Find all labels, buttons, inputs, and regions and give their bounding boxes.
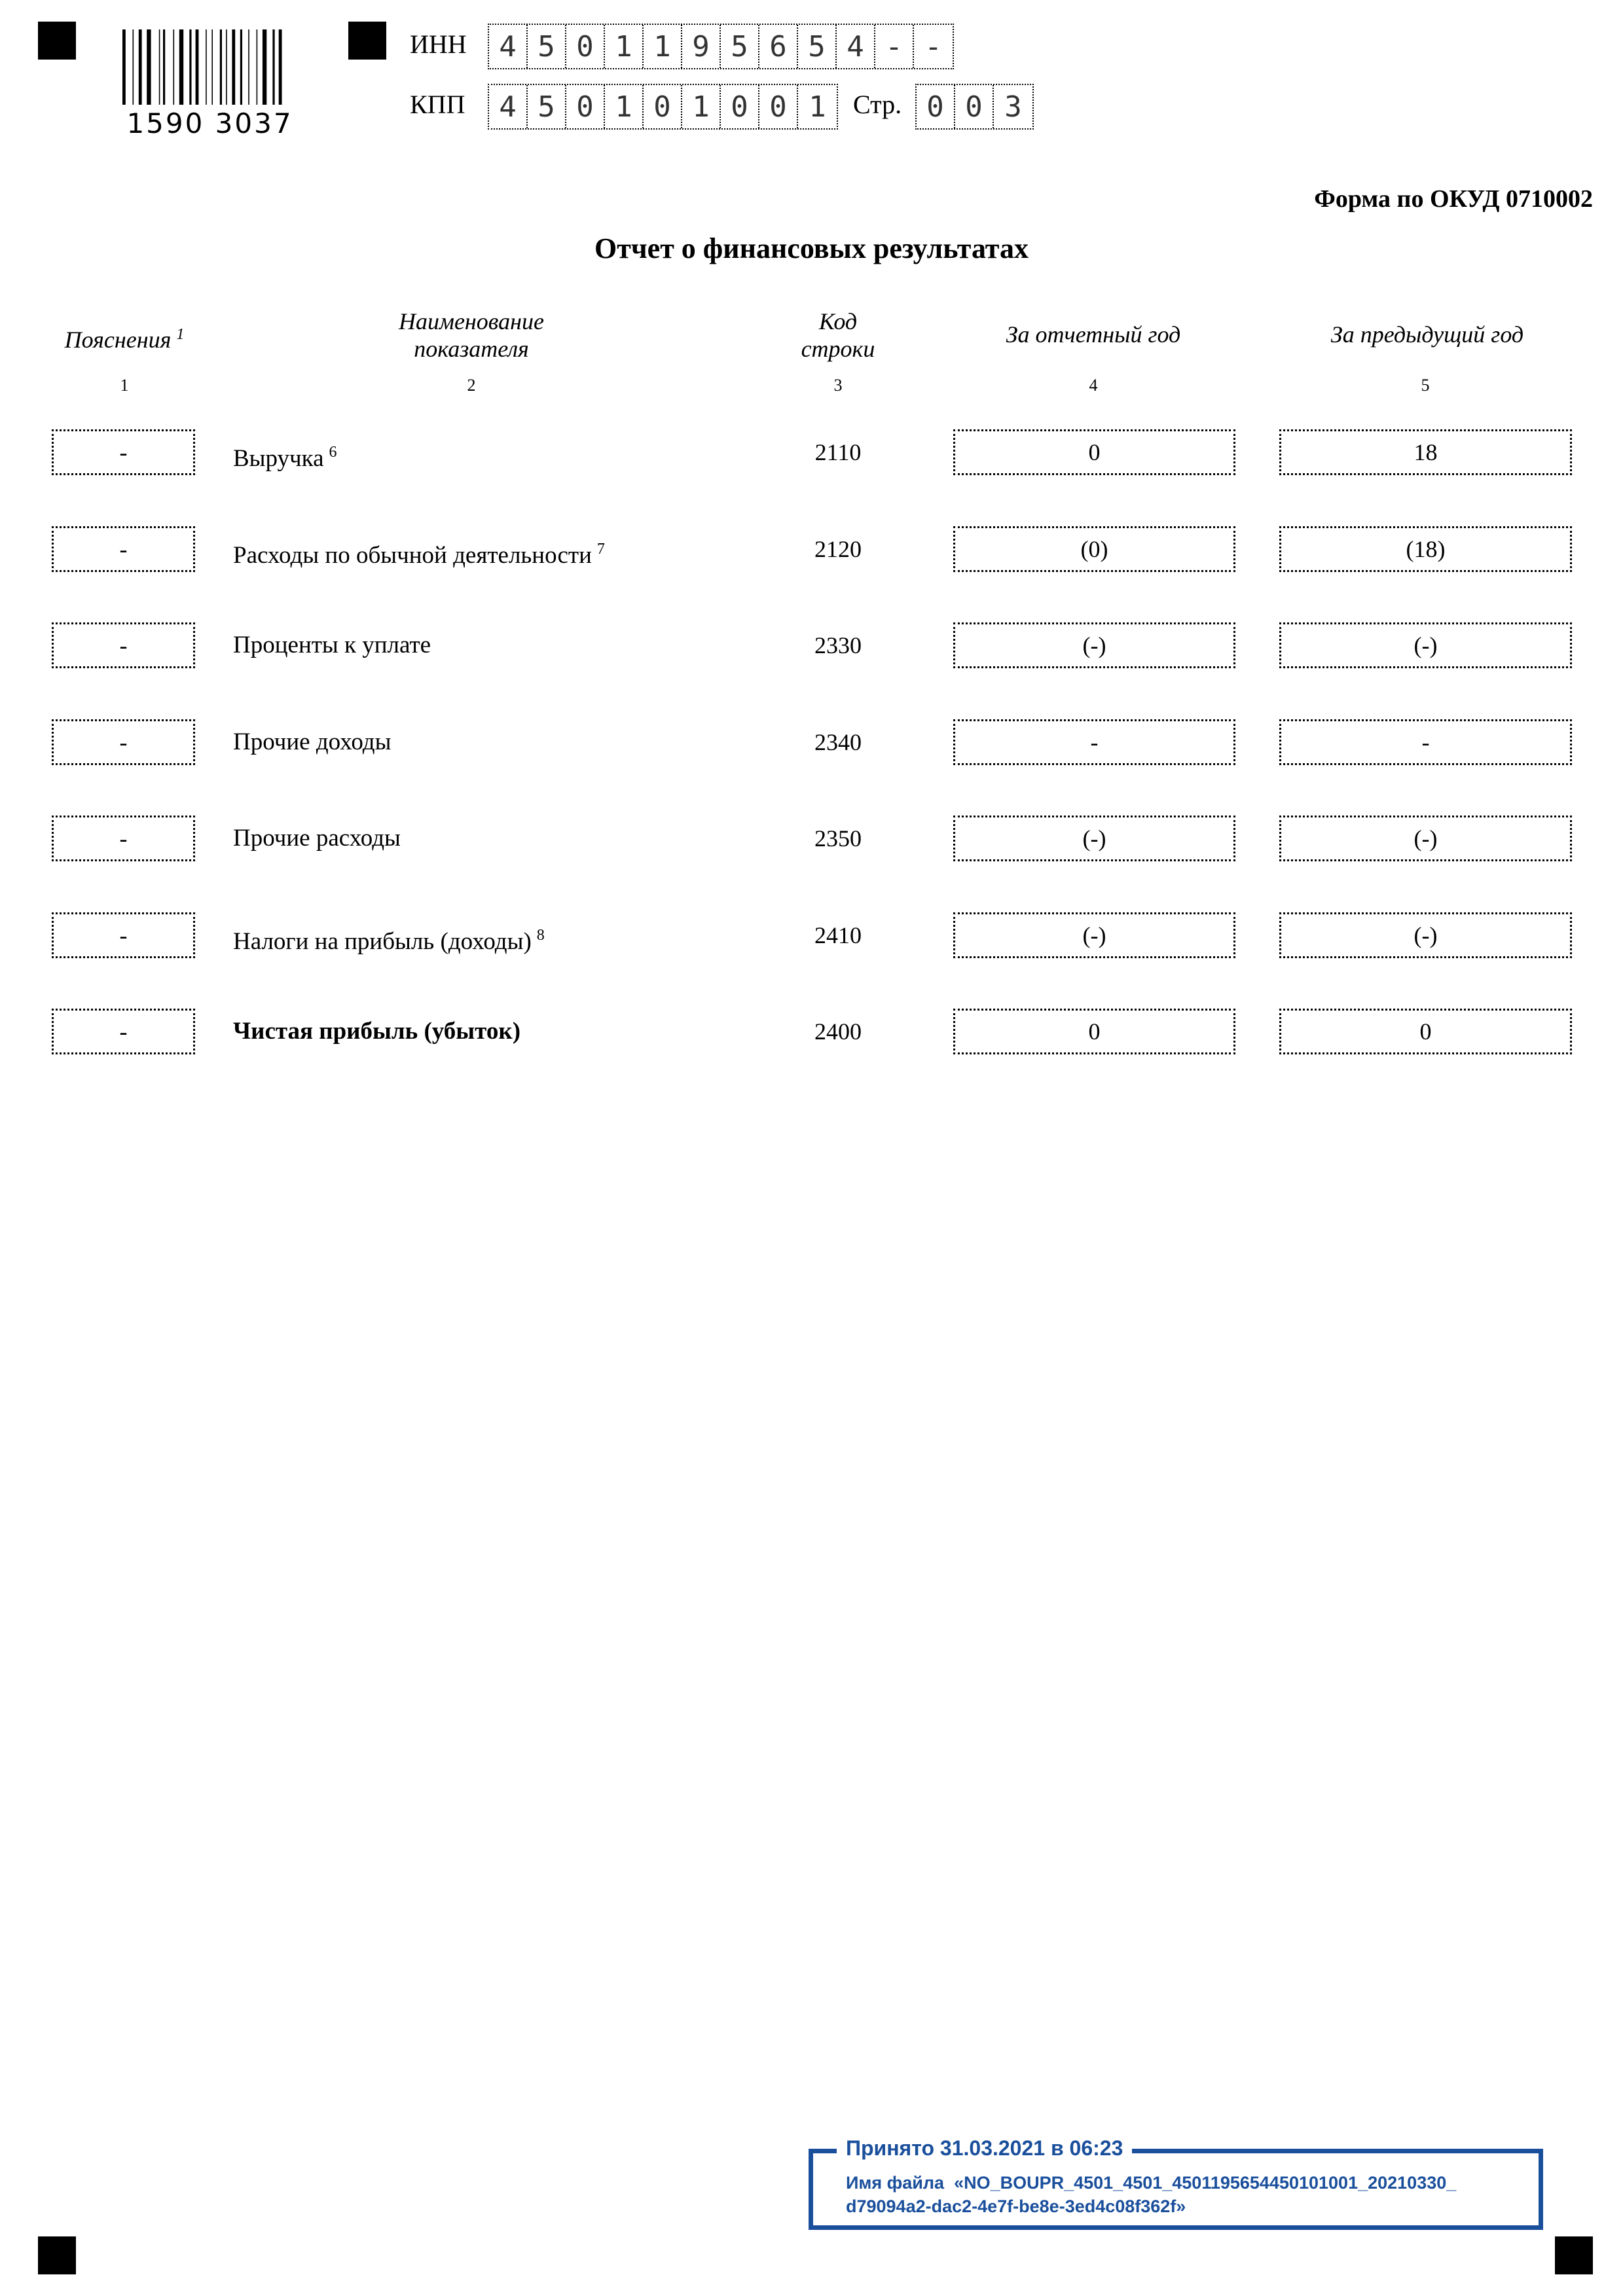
digit-cell: 4 [489, 85, 528, 128]
row-note-box: - [52, 1009, 195, 1054]
row-note-box: - [52, 429, 195, 475]
column-number-1: 1 [120, 376, 129, 395]
barcode-bar [257, 29, 258, 105]
barcode-bar [196, 29, 199, 105]
barcode-bar [173, 29, 175, 105]
row-note-box: - [52, 816, 195, 861]
row-name-text: Проценты к уплате [233, 632, 431, 658]
barcode-bar [163, 29, 165, 105]
row-name-text: Чистая прибыль (убыток) [233, 1018, 521, 1045]
digit-cell: 0 [721, 85, 759, 128]
barcode-bar [122, 29, 126, 105]
row-code: 2400 [814, 1018, 862, 1045]
footnote-ref: 8 [536, 927, 545, 944]
row-code: 2330 [814, 632, 862, 658]
row-current-year-value: (-) [953, 816, 1235, 861]
digit-cell: 5 [798, 25, 837, 68]
barcode-bar [159, 29, 160, 105]
barcode-bar [189, 29, 191, 105]
column-header-current-year: За отчетный год [1006, 321, 1181, 348]
digit-cell: 1 [605, 85, 644, 128]
row-code: 2120 [814, 536, 862, 562]
row-name-text: Прочие доходы [233, 728, 392, 755]
row-name-text: Расходы по обычной деятельности [233, 542, 592, 569]
corner-marker-top-right [348, 22, 386, 60]
row-code: 2410 [814, 922, 862, 948]
digit-cell: 1 [605, 25, 644, 68]
barcode-bar [133, 29, 134, 105]
row-note-box: - [52, 719, 195, 765]
row-name [233, 429, 337, 475]
digit-cell: 4 [489, 25, 528, 68]
digit-cell: 0 [644, 85, 682, 128]
digit-cell: 0 [955, 85, 994, 128]
digit-cell: 0 [759, 85, 798, 128]
row-current-year-value: - [953, 719, 1235, 765]
stamp-file-label: Имя файла [846, 2173, 945, 2193]
kpp-field [488, 84, 838, 130]
stamp-file-line-1 [846, 2172, 1456, 2194]
row-name [233, 719, 391, 765]
row-name [233, 816, 401, 861]
row-current-year-value: (-) [953, 912, 1235, 958]
barcode-bar [139, 29, 142, 105]
column-number-2: 2 [467, 376, 476, 395]
stamp-file-line-2: d79094a2-dac2-4e7f-be8e-3ed4c08f362f» [846, 2197, 1186, 2216]
page-title: Отчет о финансовых результатах [594, 232, 1029, 264]
row-previous-year-value: (-) [1279, 816, 1572, 861]
row-name [233, 912, 545, 958]
row-code: 2350 [814, 825, 862, 852]
row-code: 2110 [814, 439, 862, 465]
column-number-5: 5 [1421, 376, 1430, 395]
digit-cell: 1 [809, 90, 826, 124]
row-previous-year-value: (-) [1279, 912, 1572, 958]
kpp-label: КПП [410, 90, 465, 119]
row-previous-year-value: 0 [1279, 1009, 1572, 1054]
digit-cell: 4 [837, 25, 875, 68]
column-header-notes: Пояснения $^1$ [64, 326, 185, 353]
footnote-ref: 7 [596, 541, 605, 558]
digit-cell: 6 [759, 25, 798, 68]
form-code: Форма по ОКУД 0710002 [1314, 185, 1593, 213]
row-name [233, 526, 605, 572]
digit-cell: 1 [644, 25, 682, 68]
row-previous-year-value: (-) [1279, 622, 1572, 668]
column-number-3: 3 [833, 376, 843, 395]
digit-cell: 0 [566, 85, 605, 128]
digit-cell: 5 [528, 25, 566, 68]
column-header-code: Код строки [801, 308, 875, 362]
barcode-bar [279, 29, 282, 105]
corner-marker-bottom-right [1555, 2236, 1593, 2274]
barcode-bar [211, 29, 213, 105]
barcode-bar [240, 29, 242, 105]
row-note-box: - [52, 526, 195, 572]
barcode-bar [226, 29, 227, 105]
barcode-bar [272, 29, 274, 105]
barcode-number: 1590 3037 [126, 107, 293, 139]
digit-cell: - [924, 29, 942, 63]
row-name-text: Выручка [233, 445, 324, 472]
digit-cell: 5 [528, 85, 566, 128]
barcode-bar [206, 29, 207, 105]
barcode-bar [179, 29, 183, 105]
row-current-year-value: 0 [953, 429, 1235, 475]
row-name-text: Прочие расходы [233, 825, 401, 852]
corner-marker-bottom-left [38, 2236, 76, 2274]
row-code: 2340 [814, 729, 862, 755]
row-current-year-value: (0) [953, 526, 1235, 572]
digit-cell: 5 [721, 25, 759, 68]
row-name [233, 1009, 520, 1054]
row-current-year-value: 0 [953, 1009, 1235, 1054]
digit-cell: 1 [682, 85, 721, 128]
row-current-year-value: (-) [953, 622, 1235, 668]
stamp-title: Принято 31.03.2021 в 06:23 [837, 2135, 1132, 2161]
barcode-bar [263, 29, 266, 105]
column-number-4: 4 [1089, 376, 1098, 395]
row-previous-year-value: (18) [1279, 526, 1572, 572]
barcode-bar [220, 29, 222, 105]
row-previous-year-value: 18 [1279, 429, 1572, 475]
digit-cell: - [875, 25, 914, 68]
digit-cell: 3 [1004, 90, 1022, 124]
row-note-box: - [52, 622, 195, 668]
digit-cell: 0 [917, 85, 955, 128]
row-name-text: Налоги на прибыль (доходы) [233, 928, 532, 955]
inn-label: ИНН [410, 29, 467, 59]
row-previous-year-value: - [1279, 719, 1572, 765]
inn-field [488, 24, 954, 69]
digit-cell: 9 [682, 25, 721, 68]
row-name [233, 622, 431, 668]
barcode-bar [147, 29, 151, 105]
barcode-bar [248, 29, 249, 105]
page-label: Стр. [853, 90, 902, 119]
footnote-ref: 6 [329, 444, 337, 461]
page-number-field [915, 84, 1034, 130]
column-header-name: Наименование показателя [398, 308, 545, 362]
corner-marker-top-left [38, 22, 76, 60]
row-note-box: - [52, 912, 195, 958]
column-header-previous-year: За предыдущий год [1330, 321, 1524, 348]
stamp-file-name-part-1: «NO_BOUPR_4501_4501_4501195654450101001_20210330_ [954, 2173, 1457, 2193]
digit-cell: 0 [566, 25, 605, 68]
barcode-bar [232, 29, 235, 105]
